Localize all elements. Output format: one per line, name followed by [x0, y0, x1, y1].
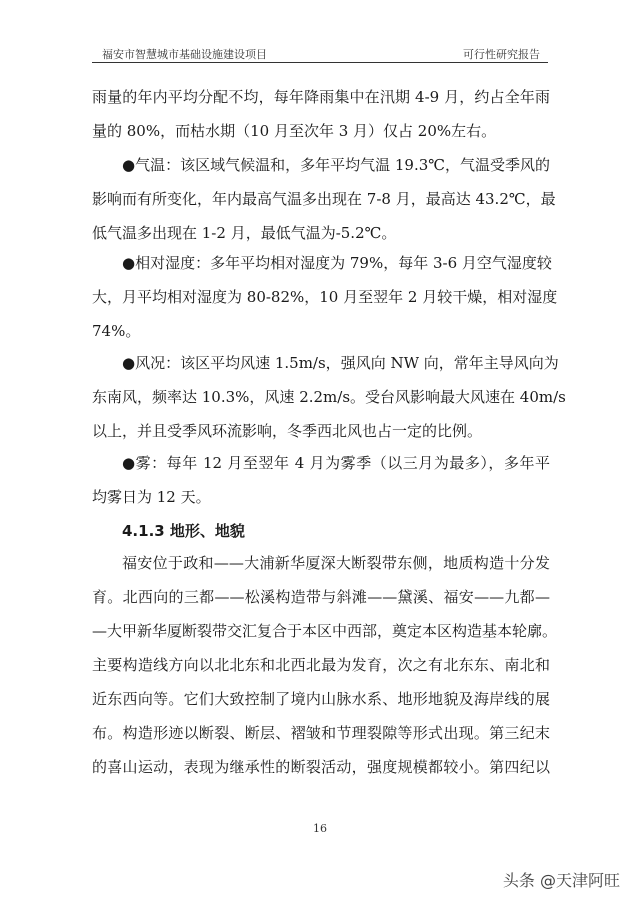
text-line: 雨量的年内平均分配不均，每年降雨集中在汛期 4-9 月，约占全年雨 — [92, 88, 550, 106]
text-line: 的喜山运动，表现为继承性的断裂活动，强度规模都较小。第四纪以 — [92, 758, 550, 776]
watermark: 头条 @天津阿旺 — [502, 871, 620, 890]
text-line: 育。北西向的三都——松溪构造带与斜滩——黛溪、福安——九都— — [92, 588, 550, 606]
text-line: 均雾日为 12 天。 — [92, 488, 211, 506]
text-line: 74%。 — [92, 322, 141, 340]
text-line: 低气温多出现在 1-2 月，最低气温为-5.2℃。 — [92, 224, 397, 242]
humidity-paragraph — [92, 246, 558, 348]
text-line: 大，月平均相对湿度为 80-82%，10 月至翌年 2 月较干燥，相对湿度 — [92, 288, 558, 306]
text-line: 布。构造形迹以断裂、断层、褶皱和节理裂隙等形式出现。第三纪末 — [92, 724, 550, 742]
terrain-paragraph — [92, 546, 558, 784]
header-report-type: 可行性研究报告 — [463, 48, 540, 61]
text-line: ●相对湿度：多年平均相对湿度为 79%，每年 3-6 月空气湿度较 — [122, 254, 552, 272]
header-project-title: 福安市智慧城市基础设施建设项目 — [102, 48, 267, 61]
text-line: 量的 80%，而枯水期（10 月至次年 3 月）仅占 20%左右。 — [92, 122, 497, 140]
text-line: 近东西向等。它们大致控制了境内山脉水系、地形地貌及海岸线的展 — [92, 690, 550, 708]
text-line: ●气温：该区域气候温和，多年平均气温 19.3℃，气温受季风的 — [122, 156, 551, 174]
rainfall-paragraph — [92, 80, 550, 148]
text-line: 以上，并且受季风环流影响，冬季西北风也占一定的比例。 — [92, 422, 483, 440]
wind-paragraph — [92, 346, 566, 448]
page-number: 16 — [313, 822, 327, 835]
page-header — [92, 44, 548, 63]
text-line: —大甲新华厦断裂带交汇复合于本区中西部，奠定本区构造基本轮廓。 — [92, 622, 558, 640]
text-line: 东南风，频率达 10.3%，风速 2.2m/s。受台风影响最大风速在 40m/s — [92, 388, 566, 406]
fog-paragraph — [92, 446, 550, 514]
section-heading: 4.1.3 地形、地貌 — [122, 522, 245, 540]
text-line: ●雾：每年 12 月至翌年 4 月为雾季（以三月为最多），多年平 — [122, 454, 550, 472]
text-line: ●风况：该区平均风速 1.5m/s，强风向 NW 向，常年主导风向为 — [122, 354, 559, 372]
temperature-paragraph — [92, 148, 556, 250]
text-line: 主要构造线方向以北北东和北西北最为发育，次之有北东东、南北和 — [92, 656, 550, 674]
text-line: 影响而有所变化，年内最高气温多出现在 7-8 月，最高达 43.2℃，最 — [92, 190, 556, 208]
text-line: 福安位于政和——大浦新华厦深大断裂带东侧，地质构造十分发 — [122, 554, 550, 572]
